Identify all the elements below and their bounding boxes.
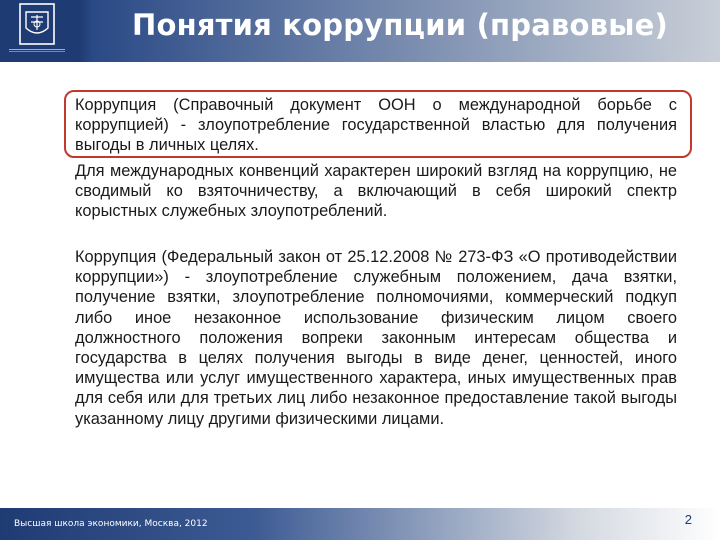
slide-title: Понятия коррупции (правовые) xyxy=(132,8,668,42)
hse-logo xyxy=(8,2,66,58)
slide-footer xyxy=(0,508,720,540)
hse-emblem-icon xyxy=(18,2,56,46)
logo-caption-lines xyxy=(9,49,65,52)
international-conventions-note: Для международных конвенций характерен широкий взгляд на коррупцию, не сводимый ко взяточничеству, а включающий в себя широкий спектр корыстных служебных злоупотреблений. xyxy=(75,162,677,221)
definition-federal-law: Коррупция (Федеральный закон от 25.12.2008 № 273-ФЗ «О противодействии коррупции») - злоупотребление служебным положением, дача взятки, получение взятки, злоупотребление полномочиями, коммерческий подкуп либо иное незаконное использование физическим лицом своего должностного положения вопреки законным интересам общества и государства в целях получения выгоды в виде денег, ценностей, иного имущества или услуг имущественного характера, иных имущественных прав для себя или для третьих лиц либо незаконное предоставление такой выгоды указанному лицу другими физическими лицами. xyxy=(75,248,677,428)
slide-header xyxy=(0,0,720,62)
definition-un: Коррупция (Справочный документ ООН о международной борьбе с коррупцией) - злоупотребление государственной властью для получения выгоды в личных целях. xyxy=(75,96,677,155)
page-number: 2 xyxy=(684,512,692,527)
footer-institution: Высшая школа экономики, Москва, 2012 xyxy=(14,519,208,529)
